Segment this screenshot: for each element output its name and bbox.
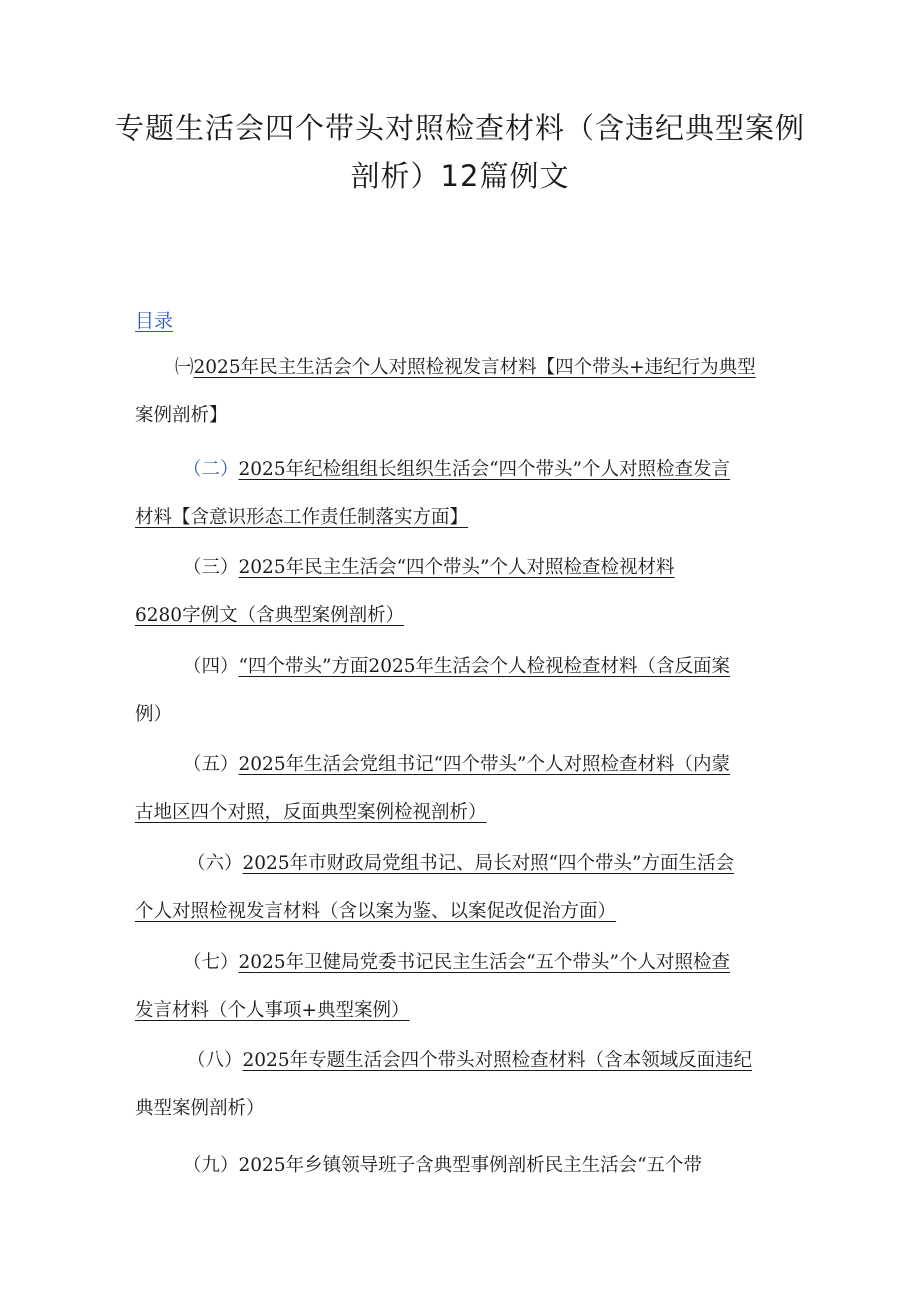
toc-entry-line1: 2025年生活会党组书记“四个带头”个人对照检查材料（内蒙 — [238, 754, 731, 775]
toc-entry-line2: 例） — [135, 704, 173, 725]
toc-entry-line2: 案例剖析】 — [135, 405, 228, 426]
toc-heading-link[interactable]: 目录 — [135, 310, 174, 332]
document-title — [110, 104, 810, 200]
toc-entry-marker: （七） — [183, 952, 239, 973]
toc-entry-line1: 2025年民主生活会个人对照检视发言材料【四个带头+违纪行为典型 — [193, 357, 756, 378]
toc-entry-line1: 2025年专题生活会四个带头对照检查材料（含本领域反面违纪 — [242, 1050, 753, 1071]
toc-entry-marker: （八） — [187, 1050, 243, 1071]
toc-entry-line1: “四个带头”方面2025年生活会个人检视检查材料（含反面案 — [238, 656, 731, 677]
toc-entry-marker: （九） — [183, 1155, 239, 1176]
toc-entry-line2: 古地区四个对照，反面典型案例检视剖析） — [135, 802, 487, 823]
title-line-1: 专题生活会四个带头对照检查材料（含违纪典型案例 — [114, 111, 805, 145]
toc-entry-line2: 个人对照检视发言材料（含以案为鉴、以案促改促治方面） — [135, 901, 617, 922]
toc-entry-line1: 2025年民主生活会“四个带头”个人对照检查检视材料 — [238, 557, 675, 578]
toc-entry-marker: （六） — [187, 853, 243, 874]
toc-entry-line2: 发言材料（个人事项+典型案例） — [135, 1000, 410, 1021]
toc-entry-line1: 2025年市财政局党组书记、局长对照“四个带头”方面生活会 — [242, 853, 735, 874]
toc-entry-marker: （三） — [183, 557, 239, 578]
toc-entry-marker: ㈠ — [175, 357, 194, 378]
toc-entry-line1: 2025年纪检组组长组织生活会“四个带头”个人对照检查发言 — [238, 459, 731, 480]
toc-entry-marker: （二） — [183, 459, 239, 480]
toc-entry-line1: 2025年卫健局党委书记民主生活会“五个带头”个人对照检查 — [238, 952, 731, 973]
toc-entry-line2: 典型案例剖析） — [135, 1098, 265, 1119]
toc-entry-line2: 6280字例文（含典型案例剖析） — [135, 605, 405, 626]
toc-entry-line1: 2025年乡镇领导班子含典型事例剖析民主生活会“五个带 — [238, 1155, 703, 1176]
title-line-2: 剖析）12篇例文 — [350, 159, 570, 193]
toc-entry-marker: （四） — [183, 656, 239, 677]
toc-entry-marker: （五） — [183, 754, 239, 775]
toc-entry-line2: 材料【含意识形态工作责任制落实方面】 — [135, 507, 469, 528]
